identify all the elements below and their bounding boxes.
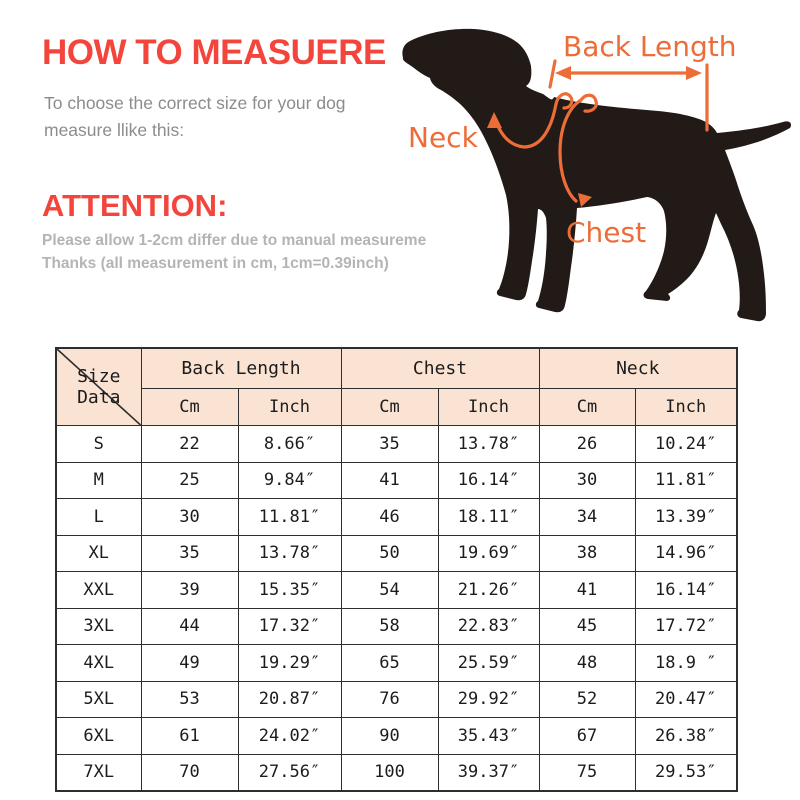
chest-cm-cell: 65 [341,645,438,682]
group-header-chest: Chest [341,348,539,389]
table-row [56,608,737,645]
neck-inch-cell: 11.81″ [635,462,737,499]
unit-header-neck-cm: Cm [539,389,635,426]
chest-inch-cell: 35.43″ [438,718,539,755]
back-inch-cell: 9.84″ [238,462,341,499]
chest-cm-cell: 54 [341,572,438,609]
attention-line-2: Thanks (all measurement in cm, 1cm=0.39inch) [42,255,389,272]
back-inch-cell: 20.87″ [238,681,341,718]
chest-inch-cell: 13.78″ [438,426,539,463]
neck-cm-cell: 67 [539,718,635,755]
chest-inch-cell: 39.37″ [438,754,539,791]
table-row [56,535,737,572]
size-table [55,347,738,792]
group-header-row [56,348,737,389]
neck-inch-cell: 10.24″ [635,426,737,463]
table-row [56,645,737,682]
group-header-neck: Neck [539,348,737,389]
neck-cm-cell: 30 [539,462,635,499]
table-row [56,718,737,755]
neck-cm-cell: 38 [539,535,635,572]
table-row [56,499,737,536]
intro-line-1: To choose the correct size for your dog [44,93,346,113]
group-header-back-length: Back Length [141,348,341,389]
unit-header-chest-inch: Inch [438,389,539,426]
chest-cm-cell: 76 [341,681,438,718]
neck-cm-cell: 48 [539,645,635,682]
size-cell: XL [56,535,141,572]
back-inch-cell: 15.35″ [238,572,341,609]
neck-cm-cell: 26 [539,426,635,463]
back-inch-cell: 11.81″ [238,499,341,536]
back-cm-cell: 53 [141,681,238,718]
back-cm-cell: 22 [141,426,238,463]
size-cell: 7XL [56,754,141,791]
table-row [56,462,737,499]
unit-header-neck-inch: Inch [635,389,737,426]
chest-inch-cell: 16.14″ [438,462,539,499]
size-cell: L [56,499,141,536]
chest-inch-cell: 25.59″ [438,645,539,682]
corner-size-data-cell [56,348,141,426]
intro-line-2: measure llike this: [44,120,185,140]
size-cell: M [56,462,141,499]
back-cm-cell: 25 [141,462,238,499]
neck-inch-cell: 16.14″ [635,572,737,609]
neck-inch-cell: 14.96″ [635,535,737,572]
size-cell: S [56,426,141,463]
unit-header-back-inch: Inch [238,389,341,426]
attention-line-1: Please allow 1-2cm differ due to manual measureme [42,232,427,249]
chest-inch-cell: 21.26″ [438,572,539,609]
neck-cm-cell: 52 [539,681,635,718]
neck-inch-cell: 17.72″ [635,608,737,645]
unit-header-chest-cm: Cm [341,389,438,426]
chest-inch-cell: 29.92″ [438,681,539,718]
chest-inch-cell: 18.11″ [438,499,539,536]
chest-inch-cell: 22.83″ [438,608,539,645]
unit-header-row [56,389,737,426]
table-row [56,572,737,609]
back-inch-cell: 17.32″ [238,608,341,645]
size-cell: XXL [56,572,141,609]
neck-cm-cell: 75 [539,754,635,791]
size-cell: 6XL [56,718,141,755]
table-row [56,426,737,463]
size-cell: 4XL [56,645,141,682]
back-inch-cell: 8.66″ [238,426,341,463]
neck-cm-cell: 45 [539,608,635,645]
back-inch-cell: 13.78″ [238,535,341,572]
back-inch-cell: 19.29″ [238,645,341,682]
neck-inch-cell: 18.9 ″ [635,645,737,682]
back-cm-cell: 44 [141,608,238,645]
chest-cm-cell: 100 [341,754,438,791]
table-row [56,754,737,791]
chest-inch-cell: 19.69″ [438,535,539,572]
back-inch-cell: 24.02″ [238,718,341,755]
chest-cm-cell: 58 [341,608,438,645]
neck-inch-cell: 20.47″ [635,681,737,718]
back-cm-cell: 35 [141,535,238,572]
table-row [56,681,737,718]
chest-cm-cell: 50 [341,535,438,572]
page-title: HOW TO MEASUERE [42,33,386,72]
chest-cm-cell: 90 [341,718,438,755]
chest-cm-cell: 41 [341,462,438,499]
neck-inch-cell: 26.38″ [635,718,737,755]
back-cm-cell: 30 [141,499,238,536]
back-length-label: Back Length [563,30,737,63]
back-inch-cell: 27.56″ [238,754,341,791]
neck-cm-cell: 41 [539,572,635,609]
corner-label: Size Data [77,366,121,408]
size-cell: 3XL [56,608,141,645]
chest-cm-cell: 46 [341,499,438,536]
back-cm-cell: 61 [141,718,238,755]
chest-cm-cell: 35 [341,426,438,463]
back-cm-cell: 39 [141,572,238,609]
chest-label: Chest [566,216,647,249]
neck-label: Neck [408,121,478,154]
neck-cm-cell: 34 [539,499,635,536]
attention-title: ATTENTION: [42,188,228,223]
neck-inch-cell: 13.39″ [635,499,737,536]
neck-inch-cell: 29.53″ [635,754,737,791]
back-cm-cell: 70 [141,754,238,791]
unit-header-back-cm: Cm [141,389,238,426]
back-cm-cell: 49 [141,645,238,682]
size-cell: 5XL [56,681,141,718]
